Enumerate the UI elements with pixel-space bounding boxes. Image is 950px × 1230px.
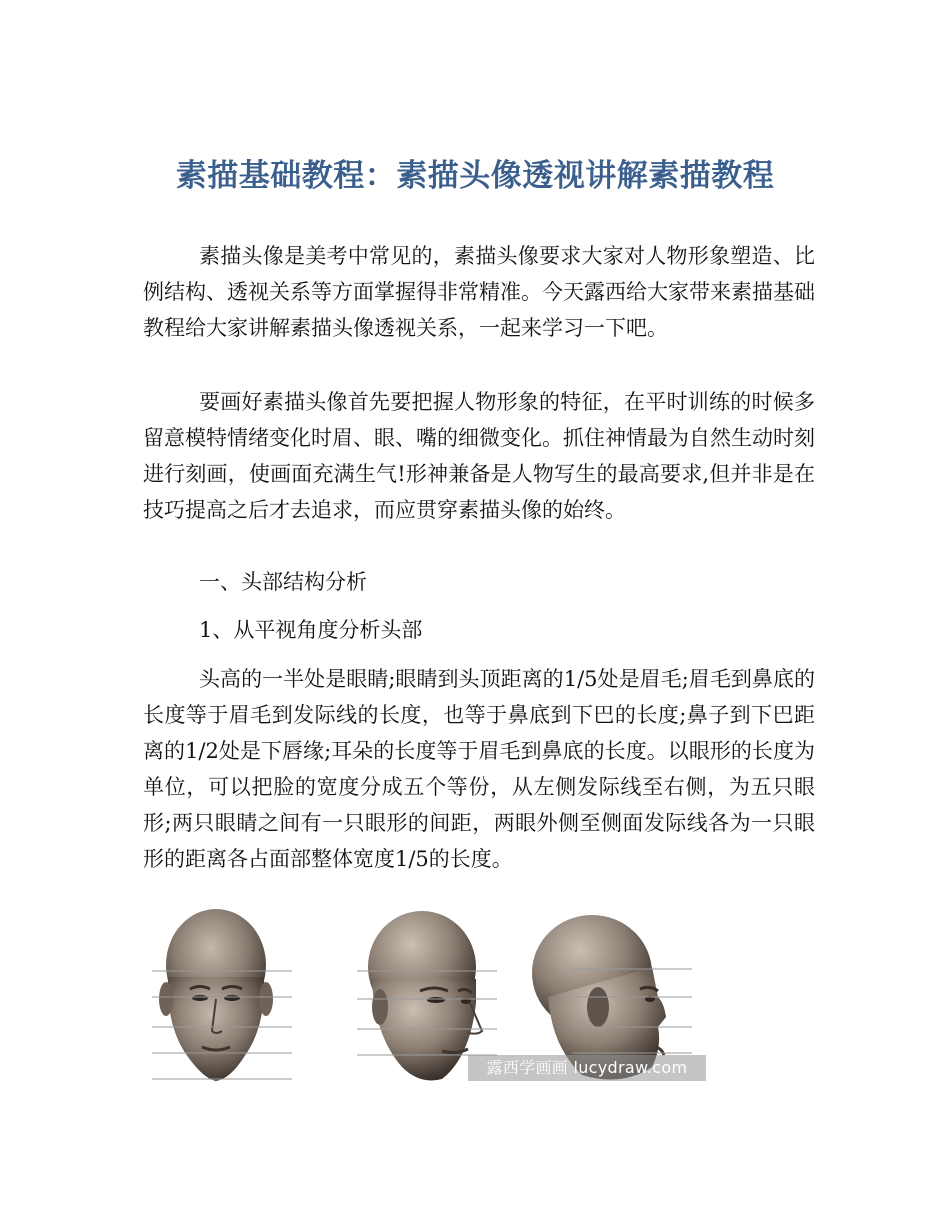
- watermark-label: 露西学画画 lucydraw.com: [468, 1055, 706, 1081]
- proportion-paragraph: 头高的一半处是眼睛;眼睛到头顶距离的1/5处是眉毛;眉毛到鼻底的长度等于眉毛到发际线的长度，也等于鼻底到下巴的长度;鼻子到下巴距离的1/2处是下唇缘;耳朵的长度等于眉毛到鼻底的长度。以眼形的长度为单位，可以把脸的宽度分成五个等份，从左侧发际线至右侧，为五只眼形;两只眼睛之间有一只眼形的间距，两眼外侧至侧面发际线各为一只眼形的距离各占面部整体宽度1/5的长度。: [143, 667, 815, 871]
- front-view-head: [152, 909, 292, 1081]
- second-paragraph: 要画好素描头像首先要把握人物形象的特征，在平时训练的时候多留意模特情绪变化时眉、眼、嘴的细微变化。抓住神情最为自然生动时刻进行刻画，使画面充满生气!形神兼备是人物写生的最高要求,但并非是在技巧提高之后才去追求，而应贯穿素描头像的始终。: [143, 390, 815, 522]
- article-title: 素描基础教程：素描头像透视讲解素描教程: [175, 158, 775, 194]
- section-heading: 一、头部结构分析: [199, 570, 367, 594]
- subsection-heading: 1、从平视角度分析头部: [199, 618, 423, 642]
- intro-paragraph: 素描头像是美考中常见的，素描头像要求大家对人物形象塑造、比例结构、透视关系等方面掌握得非常精准。今天露西给大家带来素描基础教程给大家讲解素描头像透视关系，一起来学习一下吧。: [143, 244, 815, 340]
